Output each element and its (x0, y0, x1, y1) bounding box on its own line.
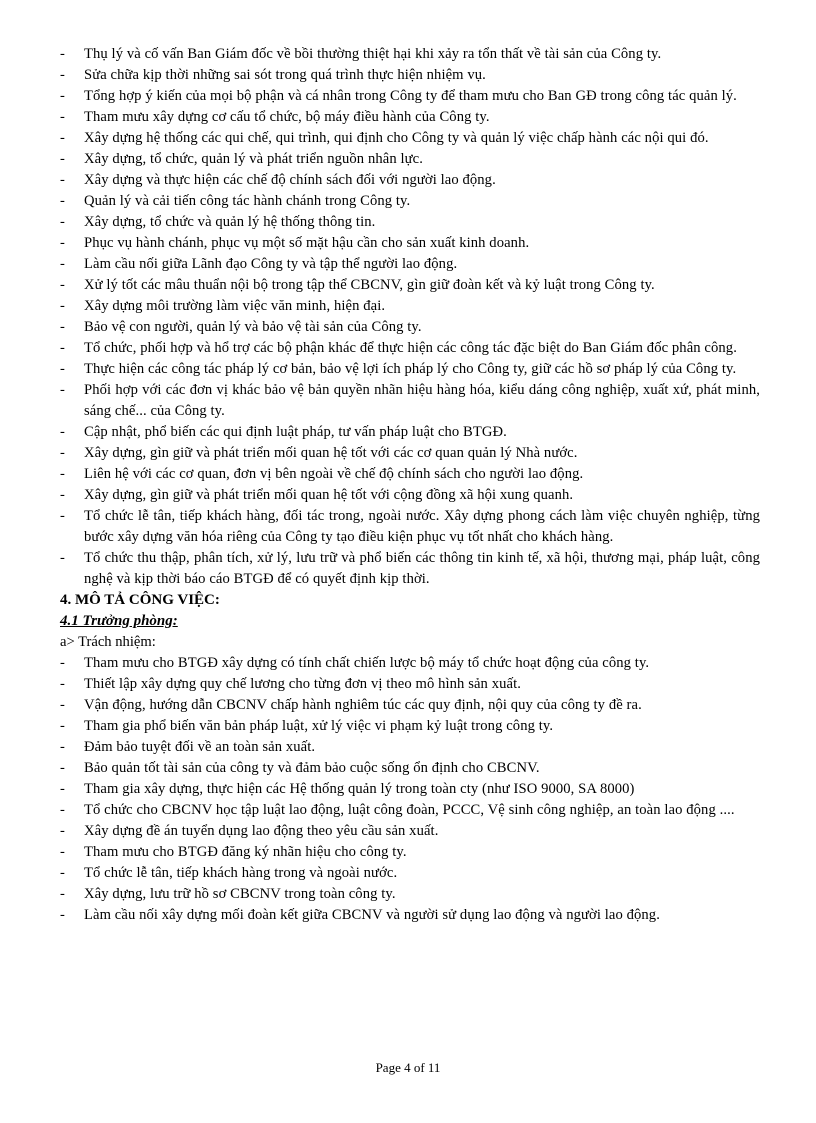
list-item-text: Tổng hợp ý kiến của mọi bộ phận và cá nhân trong Công ty để tham mưu cho Ban GĐ trong công tác quản lý. (84, 88, 737, 104)
list-item (60, 44, 760, 65)
list-item (60, 905, 760, 926)
list-item (60, 128, 760, 149)
list-item (60, 464, 760, 485)
list-item-text: Tổ chức lễ tân, tiếp khách hàng trong và ngoài nước. (84, 865, 398, 881)
bullet-dash: - (60, 718, 65, 734)
list-item (60, 275, 760, 296)
list-item-text: Làm cầu nối giữa Lãnh đạo Công ty và tập thể người lao động. (84, 256, 458, 272)
list-item-text: Thụ lý và cố vấn Ban Giám đốc về bồi thường thiệt hại khi xảy ra tổn thất về tài sản của Công ty. (84, 46, 662, 62)
list-item (60, 737, 760, 758)
list-item (60, 695, 760, 716)
bullet-dash: - (60, 382, 65, 398)
list-item-text: Tổ chức, phối hợp và hổ trợ các bộ phận khác để thực hiện các công tác đặc biệt do Ban Giám đốc phân công. (84, 340, 737, 356)
list-item (60, 884, 760, 905)
list-item-text: Xây dựng, tổ chức và quản lý hệ thống thông tin. (84, 214, 376, 230)
document-page (60, 44, 760, 926)
manager-duties-list (60, 653, 760, 926)
bullet-dash: - (60, 466, 65, 482)
list-item-text: Xây dựng, gìn giữ và phát triển mối quan hệ tốt với các cơ quan quản lý Nhà nước. (84, 445, 578, 461)
bullet-dash: - (60, 298, 65, 314)
list-item (60, 86, 760, 107)
list-item-text: Xây dựng môi trường làm việc văn minh, hiện đại. (84, 298, 386, 314)
list-item (60, 65, 760, 86)
bullet-dash: - (60, 151, 65, 167)
list-item-text: Thiết lập xây dựng quy chế lương cho từng đơn vị theo mô hình sản xuất. (84, 676, 521, 692)
list-item-text: Liên hệ với các cơ quan, đơn vị bên ngoài về chế độ chính sách cho người lao động. (84, 466, 584, 482)
bullet-dash: - (60, 655, 65, 671)
list-item (60, 485, 760, 506)
bullet-dash: - (60, 46, 65, 62)
list-item-text: Thực hiện các công tác pháp lý cơ bản, bảo vệ lợi ích pháp lý cho Công ty, giữ các hồ sơ pháp lý của Công ty. (84, 361, 737, 377)
bullet-dash: - (60, 676, 65, 692)
list-item (60, 191, 760, 212)
bullet-dash: - (60, 172, 65, 188)
bullet-dash: - (60, 508, 65, 524)
list-item-text: Xây dựng, tổ chức, quản lý và phát triển nguồn nhân lực. (84, 151, 423, 167)
bullet-dash: - (60, 760, 65, 776)
bullet-dash: - (60, 697, 65, 713)
list-item (60, 254, 760, 275)
list-item (60, 800, 760, 821)
list-item-text: Tổ chức cho CBCNV học tập luật lao động, luật công đoàn, PCCC, Vệ sinh công nghiệp, an toàn lao động .... (84, 802, 735, 818)
list-item (60, 107, 760, 128)
bullet-dash: - (60, 739, 65, 755)
section-heading: 4. MÔ TẢ CÔNG VIỆC: (60, 592, 220, 608)
list-item (60, 674, 760, 695)
list-item (60, 380, 760, 422)
bullet-dash: - (60, 781, 65, 797)
bullet-dash: - (60, 340, 65, 356)
bullet-dash: - (60, 88, 65, 104)
page-footer: Page 4 of 11 (375, 1060, 441, 1075)
list-item (60, 233, 760, 254)
list-item (60, 863, 760, 884)
list-item-text: Tham mưu xây dựng cơ cấu tổ chức, bộ máy điều hành của Công ty. (84, 109, 490, 125)
list-item (60, 212, 760, 233)
bullet-dash: - (60, 823, 65, 839)
list-item-text: Tham gia phổ biến văn bản pháp luật, xử lý việc vi phạm kỷ luật trong công ty. (84, 718, 554, 734)
list-item-text: Tham mưu cho BTGĐ đăng ký nhãn hiệu cho công ty. (84, 844, 407, 860)
bullet-dash: - (60, 319, 65, 335)
list-item-text: Bảo vệ con người, quản lý và bảo vệ tài sản của Công ty. (84, 319, 422, 335)
bullet-dash: - (60, 256, 65, 272)
bullet-dash: - (60, 277, 65, 293)
list-item (60, 758, 760, 779)
list-item-text: Xây dựng đề án tuyển dụng lao động theo yêu cầu sản xuất. (84, 823, 439, 839)
list-item (60, 149, 760, 170)
bullet-dash: - (60, 67, 65, 83)
bullet-dash: - (60, 445, 65, 461)
list-item-text: Phối hợp với các đơn vị khác bảo vệ bản quyền nhãn hiệu hàng hóa, kiểu dáng công nghiệp, xuất xứ, phát minh, sáng chế... của Công ty. (84, 382, 760, 419)
list-item (60, 338, 760, 359)
bullet-dash: - (60, 550, 65, 566)
list-item-text: Tổ chức lễ tân, tiếp khách hàng, đối tác trong, ngoài nước. Xây dựng phong cách làm việc chuyên nghiệp, từng bước xây dựng văn hóa riêng của Công ty tạo điều kiện phục vụ tốt nhất cho khách hàng. (84, 508, 760, 545)
bullet-dash: - (60, 802, 65, 818)
list-item-text: Tham mưu cho BTGĐ xây dựng có tính chất chiến lược bộ máy tổ chức hoạt động của công ty. (84, 655, 650, 671)
list-item-text: Đảm bảo tuyệt đối về an toàn sản xuất. (84, 739, 316, 755)
list-item-text: Xử lý tốt các mâu thuẩn nội bộ trong tập thể CBCNV, gìn giữ đoàn kết và kỷ luật trong Công ty. (84, 277, 655, 293)
subsection-heading: 4.1 Trưởng phòng: (60, 613, 178, 629)
list-item (60, 296, 760, 317)
list-item (60, 548, 760, 590)
responsibility-label: a> Trách nhiệm: (60, 634, 156, 650)
list-item (60, 422, 760, 443)
list-item (60, 821, 760, 842)
bullet-dash: - (60, 130, 65, 146)
list-item (60, 779, 760, 800)
list-item-text: Làm cầu nối xây dựng mối đoàn kết giữa CBCNV và người sử dụng lao động và người lao động. (84, 907, 660, 923)
list-item-text: Sửa chữa kịp thời những sai sót trong quá trình thực hiện nhiệm vụ. (84, 67, 486, 83)
bullet-dash: - (60, 214, 65, 230)
list-item (60, 443, 760, 464)
bullet-dash: - (60, 361, 65, 377)
list-item-text: Tổ chức thu thập, phân tích, xử lý, lưu trữ và phổ biến các thông tin kinh tế, xã hội, thương mại, pháp luật, công nghệ và kịp thời báo cáo BTGĐ để có quyết định kịp thời. (84, 550, 760, 587)
list-item-text: Xây dựng hệ thống các qui chế, qui trình, qui định cho Công ty và quản lý việc chấp hành các nội qui đó. (84, 130, 709, 146)
bullet-dash: - (60, 109, 65, 125)
bullet-dash: - (60, 907, 65, 923)
bullet-dash: - (60, 865, 65, 881)
list-item-text: Quản lý và cải tiến công tác hành chánh trong Công ty. (84, 193, 411, 209)
list-item (60, 359, 760, 380)
list-item-text: Xây dựng, lưu trữ hồ sơ CBCNV trong toàn công ty. (84, 886, 396, 902)
list-item (60, 716, 760, 737)
list-item-text: Bảo quản tốt tài sản của công ty và đảm bảo cuộc sống ổn định cho CBCNV. (84, 760, 540, 776)
list-item-text: Vận động, hướng dẫn CBCNV chấp hành nghiêm túc các quy định, nội quy của công ty đề ra. (84, 697, 642, 713)
list-item (60, 506, 760, 548)
list-item (60, 653, 760, 674)
list-item-text: Xây dựng, gìn giữ và phát triển mối quan hệ tốt với cộng đồng xã hội xung quanh. (84, 487, 574, 503)
list-item (60, 170, 760, 191)
list-item-text: Tham gia xây dựng, thực hiện các Hệ thống quản lý trong toàn cty (như ISO 9000, SA 8000) (84, 781, 635, 797)
bullet-dash: - (60, 424, 65, 440)
bullet-dash: - (60, 487, 65, 503)
list-item-text: Cập nhật, phổ biến các qui định luật pháp, tư vấn pháp luật cho BTGĐ. (84, 424, 507, 440)
list-item (60, 842, 760, 863)
duties-list (60, 44, 760, 590)
bullet-dash: - (60, 193, 65, 209)
list-item-text: Phục vụ hành chánh, phục vụ một số mặt hậu cần cho sản xuất kinh doanh. (84, 235, 530, 251)
list-item (60, 317, 760, 338)
bullet-dash: - (60, 886, 65, 902)
list-item-text: Xây dựng và thực hiện các chế độ chính sách đối với người lao động. (84, 172, 496, 188)
bullet-dash: - (60, 235, 65, 251)
bullet-dash: - (60, 844, 65, 860)
